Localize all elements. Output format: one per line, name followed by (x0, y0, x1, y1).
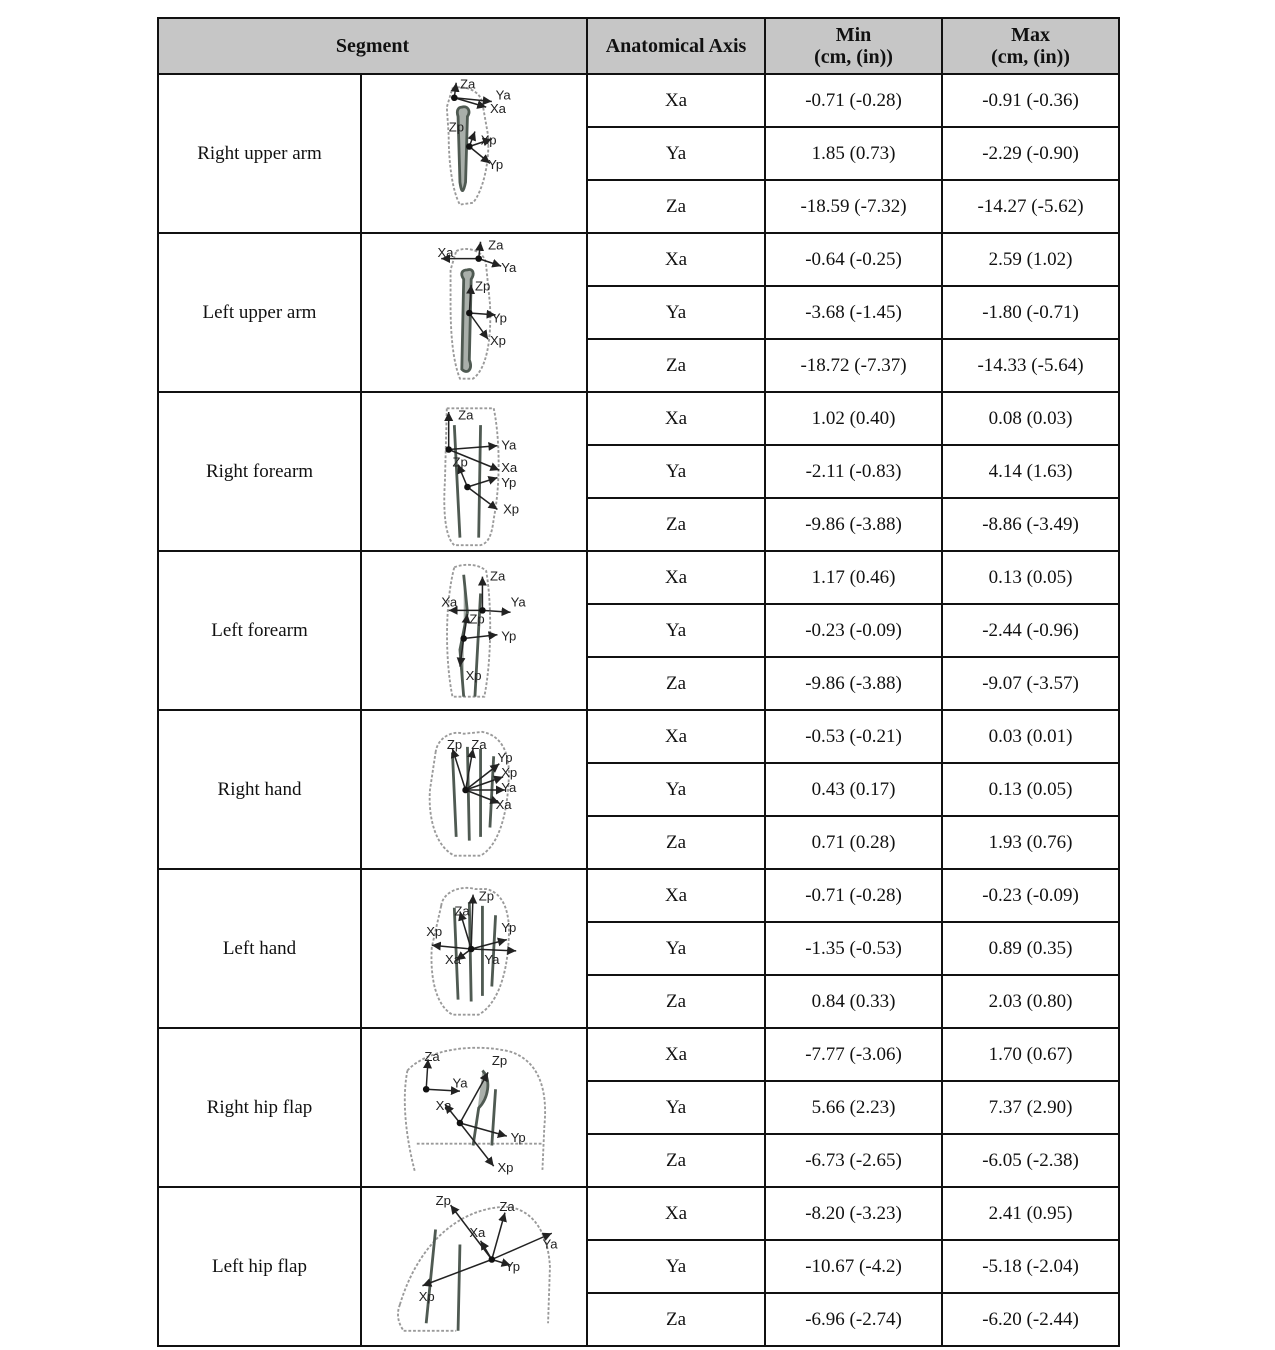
max-value-cell: 1.93 (0.76) (942, 816, 1119, 869)
max-value-cell: -1.80 (-0.71) (942, 286, 1119, 339)
diagram-axis-label: Yp (491, 309, 507, 325)
max-value-cell: -8.86 (-3.49) (942, 498, 1119, 551)
segment-diagram (363, 874, 585, 1024)
diagram-axis-label: Xp (465, 667, 482, 683)
diagram-axis-label: Yp (497, 749, 513, 765)
axis-arrow (464, 634, 498, 638)
axis-origin (451, 94, 458, 101)
min-header-line1: Min (835, 24, 872, 46)
max-value-cell: -9.07 (-3.57) (942, 657, 1119, 710)
segment-diagram-cell (361, 74, 587, 233)
axis-arrow (469, 146, 490, 163)
diagram-axis-label: Yp (504, 1258, 520, 1274)
diagram-axis-label: Zp (474, 278, 491, 293)
diagram-axis-label: Ya (542, 1235, 558, 1251)
axis-origin (460, 635, 467, 642)
segment-name: Right hip flap (158, 1028, 361, 1187)
axis-cell: Za (587, 339, 765, 392)
segment-diagram (363, 715, 585, 865)
min-value-cell: 1.02 (0.40) (765, 392, 942, 445)
table-row (158, 710, 1119, 763)
bone-shape (473, 1070, 496, 1145)
axis-cell: Ya (587, 445, 765, 498)
table-row (158, 233, 1119, 286)
min-value-cell: -0.71 (-0.28) (765, 74, 942, 127)
diagram-axis-label: Za (454, 902, 470, 918)
max-value-cell: -0.91 (-0.36) (942, 74, 1119, 127)
bone-shape (454, 425, 480, 538)
min-value-cell: -9.86 (-3.88) (765, 498, 942, 551)
axis-cell: Za (587, 975, 765, 1028)
segment-diagram-cell (361, 869, 587, 1028)
max-value-cell: 0.13 (0.05) (942, 551, 1119, 604)
min-value-cell: -1.35 (-0.53) (765, 922, 942, 975)
diagram-axis-label: Xp (480, 132, 497, 148)
diagram-axis-label: Xp (426, 923, 443, 939)
min-value-cell: -3.68 (-1.45) (765, 286, 942, 339)
diagram-axis-label: Xa (441, 594, 458, 610)
axis-cell: Za (587, 1134, 765, 1187)
table-row (158, 1187, 1119, 1240)
axis-cell: Xa (587, 74, 765, 127)
segment-diagram (363, 79, 585, 229)
segment-name: Right upper arm (158, 74, 361, 233)
diagram-axis-label: Zp (478, 887, 494, 903)
diagram-axis-label: Zp (491, 1052, 508, 1068)
diagram-axis-label: Yp (488, 156, 504, 172)
diagram-axis-label: Ya (501, 437, 517, 452)
diagram-axis-label: Xp (418, 1288, 435, 1304)
max-header (942, 18, 1119, 74)
axis-cell: Xa (587, 710, 765, 763)
table-row (158, 392, 1119, 445)
diagram-axis-label: Za (424, 1048, 440, 1064)
max-value-cell: -5.18 (-2.04) (942, 1240, 1119, 1293)
min-value-cell: -2.11 (-0.83) (765, 445, 942, 498)
bone-shape (452, 746, 493, 840)
segment-diagram-cell (361, 551, 587, 710)
segment-diagram (363, 238, 585, 388)
segment-name: Left hand (158, 869, 361, 1028)
min-value-cell: -18.59 (-7.32) (765, 180, 942, 233)
min-value-cell: -18.72 (-7.37) (765, 339, 942, 392)
min-value-cell: -9.86 (-3.88) (765, 657, 942, 710)
segment-table (157, 17, 1120, 1347)
min-value-cell: 0.71 (0.28) (765, 816, 942, 869)
axis-cell: Za (587, 1293, 765, 1346)
axis-arrow (469, 313, 488, 339)
diagram-axis-label: Xa (435, 1097, 452, 1113)
body-outline (405, 1047, 545, 1171)
diagram-axis-label: Za (471, 736, 487, 752)
axis-arrow (471, 939, 507, 948)
max-value-cell: 2.03 (0.80) (942, 975, 1119, 1028)
min-value-cell: -0.64 (-0.25) (765, 233, 942, 286)
diagram-axis-label: Yp (501, 919, 517, 935)
axis-cell: Ya (587, 922, 765, 975)
diagram-axis-label: Za (489, 567, 506, 583)
segment-diagram-cell (361, 233, 587, 392)
min-value-cell: 0.43 (0.17) (765, 763, 942, 816)
segment-diagram (363, 1192, 585, 1342)
axis-arrow (471, 949, 516, 951)
table-row (158, 551, 1119, 604)
min-value-cell: 5.66 (2.23) (765, 1081, 942, 1134)
max-value-cell: 0.89 (0.35) (942, 922, 1119, 975)
min-value-cell: -10.67 (-4.2) (765, 1240, 942, 1293)
min-value-cell: -0.23 (-0.09) (765, 604, 942, 657)
bone-shape (462, 269, 473, 371)
axis-cell: Xa (587, 1187, 765, 1240)
diagram-axis-label: Ya (501, 779, 517, 795)
diagram-axis-label: Zp (435, 1192, 451, 1208)
axis-cell: Za (587, 180, 765, 233)
axis-cell: Za (587, 498, 765, 551)
axis-arrow (466, 790, 500, 803)
diagram-axis-label: Za (459, 78, 476, 91)
diagram-axis-label: Xa (489, 100, 506, 116)
axis-cell: Za (587, 657, 765, 710)
axis-arrow (471, 894, 473, 948)
max-value-cell: 7.37 (2.90) (942, 1081, 1119, 1134)
axis-origin (466, 309, 473, 316)
diagram-axis-label: Zp (469, 611, 485, 626)
diagram-axis-label: Yp (510, 1129, 526, 1145)
segment-diagram-cell (361, 1028, 587, 1187)
axis-cell: Ya (587, 286, 765, 339)
diagram-axis-label: Zp (448, 119, 464, 134)
max-value-cell: -14.33 (-5.64) (942, 339, 1119, 392)
max-value-cell: -6.05 (-2.38) (942, 1134, 1119, 1187)
body-outline (444, 408, 498, 545)
min-value-cell: 0.84 (0.33) (765, 975, 942, 1028)
min-value-cell: -8.20 (-3.23) (765, 1187, 942, 1240)
max-value-cell: 0.13 (0.05) (942, 763, 1119, 816)
segment-name: Left forearm (158, 551, 361, 710)
min-value-cell: 1.17 (0.46) (765, 551, 942, 604)
axis-origin (468, 945, 475, 952)
max-value-cell: -6.20 (-2.44) (942, 1293, 1119, 1346)
segment-diagram-cell (361, 710, 587, 869)
diagram-axis-label: Za (488, 237, 504, 252)
axis-arrow (432, 945, 471, 949)
segment-name: Left upper arm (158, 233, 361, 392)
max-value-cell: -2.29 (-0.90) (942, 127, 1119, 180)
max-value-cell: 4.14 (1.63) (942, 445, 1119, 498)
min-header (765, 18, 942, 74)
min-value-cell: -7.77 (-3.06) (765, 1028, 942, 1081)
segment-diagram (363, 1033, 585, 1183)
axis-arrow (482, 610, 510, 612)
axis-header: Anatomical Axis (587, 18, 765, 74)
axis-origin (464, 483, 471, 490)
diagram-axis-label: Xa (444, 951, 461, 967)
segment-name: Right hand (158, 710, 361, 869)
axis-origin (423, 1085, 430, 1092)
diagram-axis-label: Ya (484, 951, 500, 967)
table-body (158, 74, 1119, 1346)
axis-cell: Za (587, 816, 765, 869)
diagram-axis-label: Xa (437, 244, 454, 260)
axis-arrow (460, 1123, 507, 1136)
axis-cell: Ya (587, 1240, 765, 1293)
axis-cell: Xa (587, 233, 765, 286)
table-row (158, 869, 1119, 922)
axis-cell: Ya (587, 127, 765, 180)
min-value-cell: 1.85 (0.73) (765, 127, 942, 180)
axis-cell: Xa (587, 1028, 765, 1081)
diagram-axis-label: Za (458, 407, 474, 422)
max-value-cell: 0.08 (0.03) (942, 392, 1119, 445)
max-header-line2: (cm, (in)) (991, 46, 1070, 68)
diagram-axis-label: Ya (495, 87, 511, 103)
max-value-cell: -14.27 (-5.62) (942, 180, 1119, 233)
min-value-cell: -0.53 (-0.21) (765, 710, 942, 763)
min-value-cell: -6.96 (-2.74) (765, 1293, 942, 1346)
diagram-axis-label: Xa (469, 1224, 486, 1240)
segment-diagram (363, 397, 585, 547)
segment-name: Left hip flap (158, 1187, 361, 1346)
axis-arrow (467, 477, 497, 486)
max-value-cell: 2.41 (0.95) (942, 1187, 1119, 1240)
axis-origin (466, 143, 473, 150)
min-value-cell: -0.71 (-0.28) (765, 869, 942, 922)
header-row (158, 18, 1119, 74)
segment-name: Right forearm (158, 392, 361, 551)
max-value-cell: 1.70 (0.67) (942, 1028, 1119, 1081)
max-value-cell: -2.44 (-0.96) (942, 604, 1119, 657)
axis-origin (445, 446, 452, 453)
diagram-axis-label: Xp (501, 764, 518, 780)
max-header-line1: Max (1011, 24, 1050, 46)
diagram-axis-label: Yp (501, 474, 517, 490)
min-header-line2: (cm, (in)) (814, 46, 893, 68)
axis-cell: Ya (587, 604, 765, 657)
axis-cell: Ya (587, 1081, 765, 1134)
max-value-cell: 0.03 (0.01) (942, 710, 1119, 763)
axis-cell: Xa (587, 551, 765, 604)
axis-arrow (466, 776, 504, 789)
diagram-axis-label: Xp (503, 500, 520, 516)
diagram-axis-label: Xa (501, 459, 518, 475)
axis-origin (489, 1256, 496, 1263)
segment-diagram (363, 556, 585, 706)
diagram-axis-label: Ya (510, 594, 526, 610)
axis-arrow (492, 1212, 505, 1259)
axis-cell: Xa (587, 392, 765, 445)
diagram-axis-label: Zp (452, 453, 468, 469)
diagram-axis-label: Xp (497, 1159, 514, 1175)
axis-origin (462, 786, 469, 793)
axis-arrow (467, 487, 497, 510)
diagram-axis-label: Ya (501, 259, 517, 275)
max-value-cell: -0.23 (-0.09) (942, 869, 1119, 922)
axis-origin (457, 1119, 464, 1126)
axis-arrow (466, 763, 500, 789)
table-row (158, 1028, 1119, 1081)
diagram-axis-label: Ya (452, 1074, 468, 1090)
axis-origin (475, 255, 482, 262)
segment-header: Segment (158, 18, 587, 74)
max-value-cell: 2.59 (1.02) (942, 233, 1119, 286)
diagram-axis-label: Xp (489, 332, 506, 348)
segment-diagram-cell (361, 392, 587, 551)
axis-arrow (479, 258, 502, 266)
min-value-cell: -6.73 (-2.65) (765, 1134, 942, 1187)
table-row (158, 74, 1119, 127)
diagram-axis-label: Yp (501, 627, 517, 643)
diagram-axis-label: Za (499, 1198, 515, 1214)
diagram-axis-label: Zp (446, 736, 463, 752)
axis-cell: Ya (587, 763, 765, 816)
diagram-axis-label: Xa (495, 796, 512, 812)
axis-cell: Xa (587, 869, 765, 922)
segment-diagram-cell (361, 1187, 587, 1346)
